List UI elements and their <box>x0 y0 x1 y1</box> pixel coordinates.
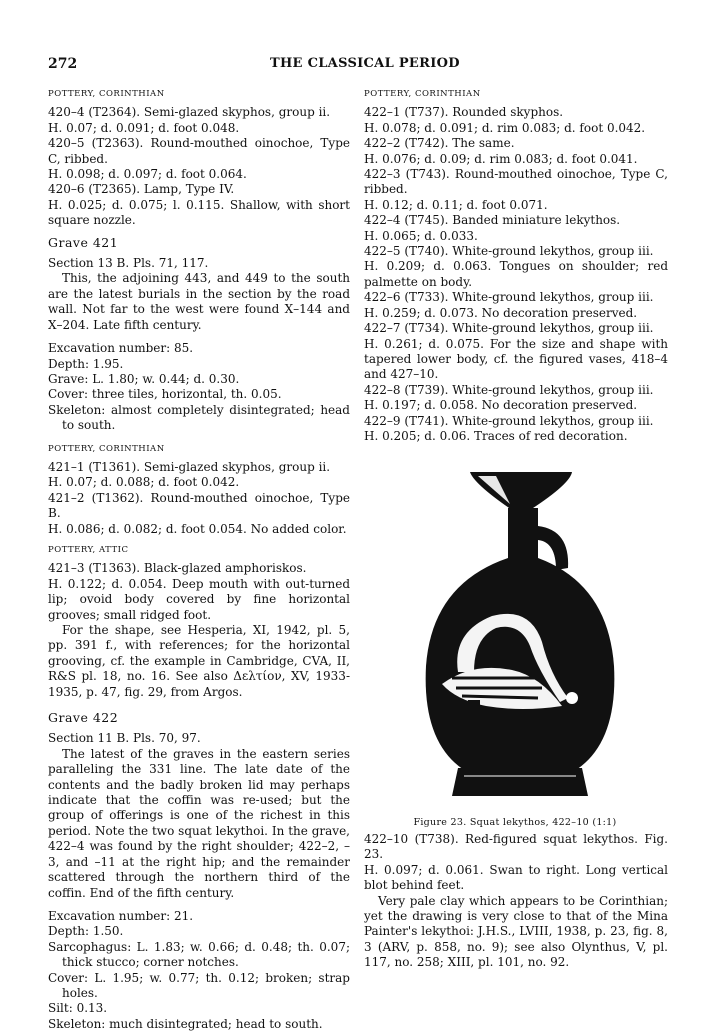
small-mark <box>566 692 578 704</box>
vertical-blot <box>468 700 480 740</box>
catalog-entry: 422–1 (T737). Rounded skyphos. <box>364 105 564 120</box>
grave-silt: Silt: 0.13. <box>48 1001 108 1016</box>
grave-description: The latest of the graves in the eastern series paralleling the 331 line. The late date of the contents and the badly broken lid may perhaps indicate that the coffin was re-used; but the group of offerings is one of the richest in this period. Note the two squat lekythoi. In the grave, 422–4 was found by the right shoulder; 422–2, –3, and –11 at the right hip; and the remainder scattered through the northern third of the coffin. End of the fifth century. <box>48 746 350 900</box>
section-heading: POTTERY, CORINTHIAN <box>48 443 165 454</box>
catalog-entry: 422–8 (T739). White-ground lekythos, group iii. <box>364 382 654 397</box>
catalog-entry: 421–2 (T1362). Round-mouthed oinochoe, Type B. <box>48 490 350 521</box>
grave-section: Section 13 B. Pls. 71, 117. <box>48 256 209 271</box>
catalog-measurements: H. 0.086; d. 0.082; d. foot 0.054. No added color. <box>48 521 347 536</box>
catalog-measurements: H. 0.197; d. 0.058. No decoration preserved. <box>364 398 638 413</box>
vase-foot <box>452 768 588 796</box>
sarcophagus-dimensions: Sarcophagus: L. 1.83; w. 0.66; d. 0.48; th. 0.07; thick stucco; corner notches. <box>48 939 350 970</box>
catalog-entry: 422–9 (T741). White-ground lekythos, group iii. <box>364 413 654 428</box>
grave-description: This, the adjoining 443, and 449 to the south are the latest burials in the section by the road wall. Not far to the west were found X–144 and X–204. Late fifth century. <box>48 271 350 332</box>
catalog-entry: 420–5 (T2363). Round-mouthed oinochoe, Type C, ribbed. <box>48 136 350 166</box>
catalog-entry: 422–2 (T742). The same. <box>364 136 515 151</box>
catalog-measurements: H. 0.12; d. 0.11; d. foot 0.071. <box>364 197 548 212</box>
grave-cover: Cover: L. 1.95; w. 0.77; th. 0.12; broken; strap holes. <box>48 970 350 1000</box>
section-heading: POTTERY, CORINTHIAN <box>364 89 481 99</box>
vase-body <box>426 558 615 770</box>
grave-cover: Cover: three tiles, horizontal, th. 0.05. <box>48 387 282 402</box>
section-heading: POTTERY, CORINTHIAN <box>48 89 165 99</box>
catalog-entry: 422–3 (T743). Round-mouthed oinochoe, Type C, ribbed. <box>364 167 668 197</box>
catalog-measurements: H. 0.025; d. 0.075; l. 0.115. Shallow, with short square nozzle. <box>48 197 350 228</box>
running-title: THE CLASSICAL PERIOD <box>270 56 460 71</box>
catalog-measurements: H. 0.078; d. 0.091; d. rim 0.083; d. foot 0.042. <box>364 120 646 135</box>
catalog-measurements: H. 0.205; d. 0.06. Traces of red decoration. <box>364 428 628 443</box>
catalog-entry: 421–3 (T1363). Black-glazed amphoriskos. <box>48 561 307 576</box>
grave-depth: Depth: 1.50. <box>48 924 124 939</box>
vase-neck <box>508 508 538 562</box>
catalog-entry: 420–4 (T2364). Semi-glazed skyphos, group ii. <box>48 105 331 120</box>
catalog-measurements: H. 0.122; d. 0.054. Deep mouth with out-turned lip; ovoid body covered by fine horizontal grooves; small ridged foot. <box>48 576 350 622</box>
catalog-measurements: H. 0.065; d. 0.033. <box>364 228 478 243</box>
catalog-measurements: H. 0.07; d. 0.088; d. foot 0.042. <box>48 475 240 490</box>
lekythos-figure <box>412 466 628 812</box>
catalog-measurements: H. 0.076; d. 0.09; d. rim 0.083; d. foot 0.041. <box>364 151 638 166</box>
catalog-entry: 422–4 (T745). Banded miniature lekythos. <box>364 213 621 228</box>
catalog-measurements: H. 0.261; d. 0.075. For the size and shape with tapered lower body, cf. the figured vases, 418–4 and 427–10. <box>364 336 668 382</box>
catalog-entry: 420–6 (T2365). Lamp, Type IV. <box>48 182 235 197</box>
right-column <box>364 83 668 444</box>
page-header <box>48 56 668 74</box>
excavation-number: Excavation number: 85. <box>48 341 194 356</box>
catalog-entry: 422–6 (T733). White-ground lekythos, group iii. <box>364 290 654 305</box>
catalog-measurements: H. 0.07; d. 0.091; d. foot 0.048. <box>48 120 240 135</box>
commentary: Very pale clay which appears to be Corinthian; yet the drawing is very close to that of the Mina Painter's lekythoi: J.H.S., LVIII, 1938, p. 23, fig. 8, 3 (ARV, p. 858, no. 9); see also Olynthus, V, pl. 117, no. 258; XIII, pl. 101, no. 92. <box>364 893 668 970</box>
grave-section: Section 11 B. Pls. 70, 97. <box>48 731 201 746</box>
grave-dimensions: Grave: L. 1.80; w. 0.44; d. 0.30. <box>48 371 240 386</box>
catalog-measurements: H. 0.098; d. 0.097; d. foot 0.064. <box>48 167 247 182</box>
figure-caption: Figure 23. Squat lekythos, 422–10 (1:1) <box>413 817 617 828</box>
left-column <box>48 83 350 1032</box>
catalog-entry: 422–10 (T738). Red-figured squat lekythos. Fig. 23. <box>364 832 668 862</box>
section-heading: POTTERY, ATTIC <box>48 544 129 555</box>
catalog-measurements: H. 0.209; d. 0.063. Tongues on shoulder; red palmette on body. <box>364 259 668 289</box>
catalog-measurements: H. 0.259; d. 0.073. No decoration preserved. <box>364 305 638 320</box>
grave-heading: Grave 421 <box>48 234 119 250</box>
page-number: 272 <box>48 56 78 72</box>
excavation-number: Excavation number: 21. <box>48 908 194 923</box>
catalog-entry: 422–7 (T734). White-ground lekythos, group iii. <box>364 321 654 336</box>
grave-skeleton: Skeleton: almost completely disintegrated; head to south. <box>48 402 350 433</box>
catalog-entry: 421–1 (T1361). Semi-glazed skyphos, group ii. <box>48 459 331 474</box>
grave-heading: Grave 422 <box>48 710 119 726</box>
grave-depth: Depth: 1.95. <box>48 356 124 371</box>
catalog-measurements: H. 0.097; d. 0.061. Swan to right. Long vertical blot behind feet. <box>364 862 668 893</box>
shape-reference: For the shape, see Hesperia, XI, 1942, pl. 5, pp. 391 f., with references; for the horizontal grooving, cf. the example in Cambridge, CVA, II, R&S pl. 18, no. 16. See also Δελτίον, XV, 1933-1935, p. 47, fig. 29, from Argos. <box>48 623 350 699</box>
right-column-bottom <box>364 832 668 971</box>
catalog-entry: 422–5 (T740). White-ground lekythos, group iii. <box>364 244 654 259</box>
grave-skeleton: Skeleton: much disintegrated; head to south. <box>48 1016 323 1031</box>
